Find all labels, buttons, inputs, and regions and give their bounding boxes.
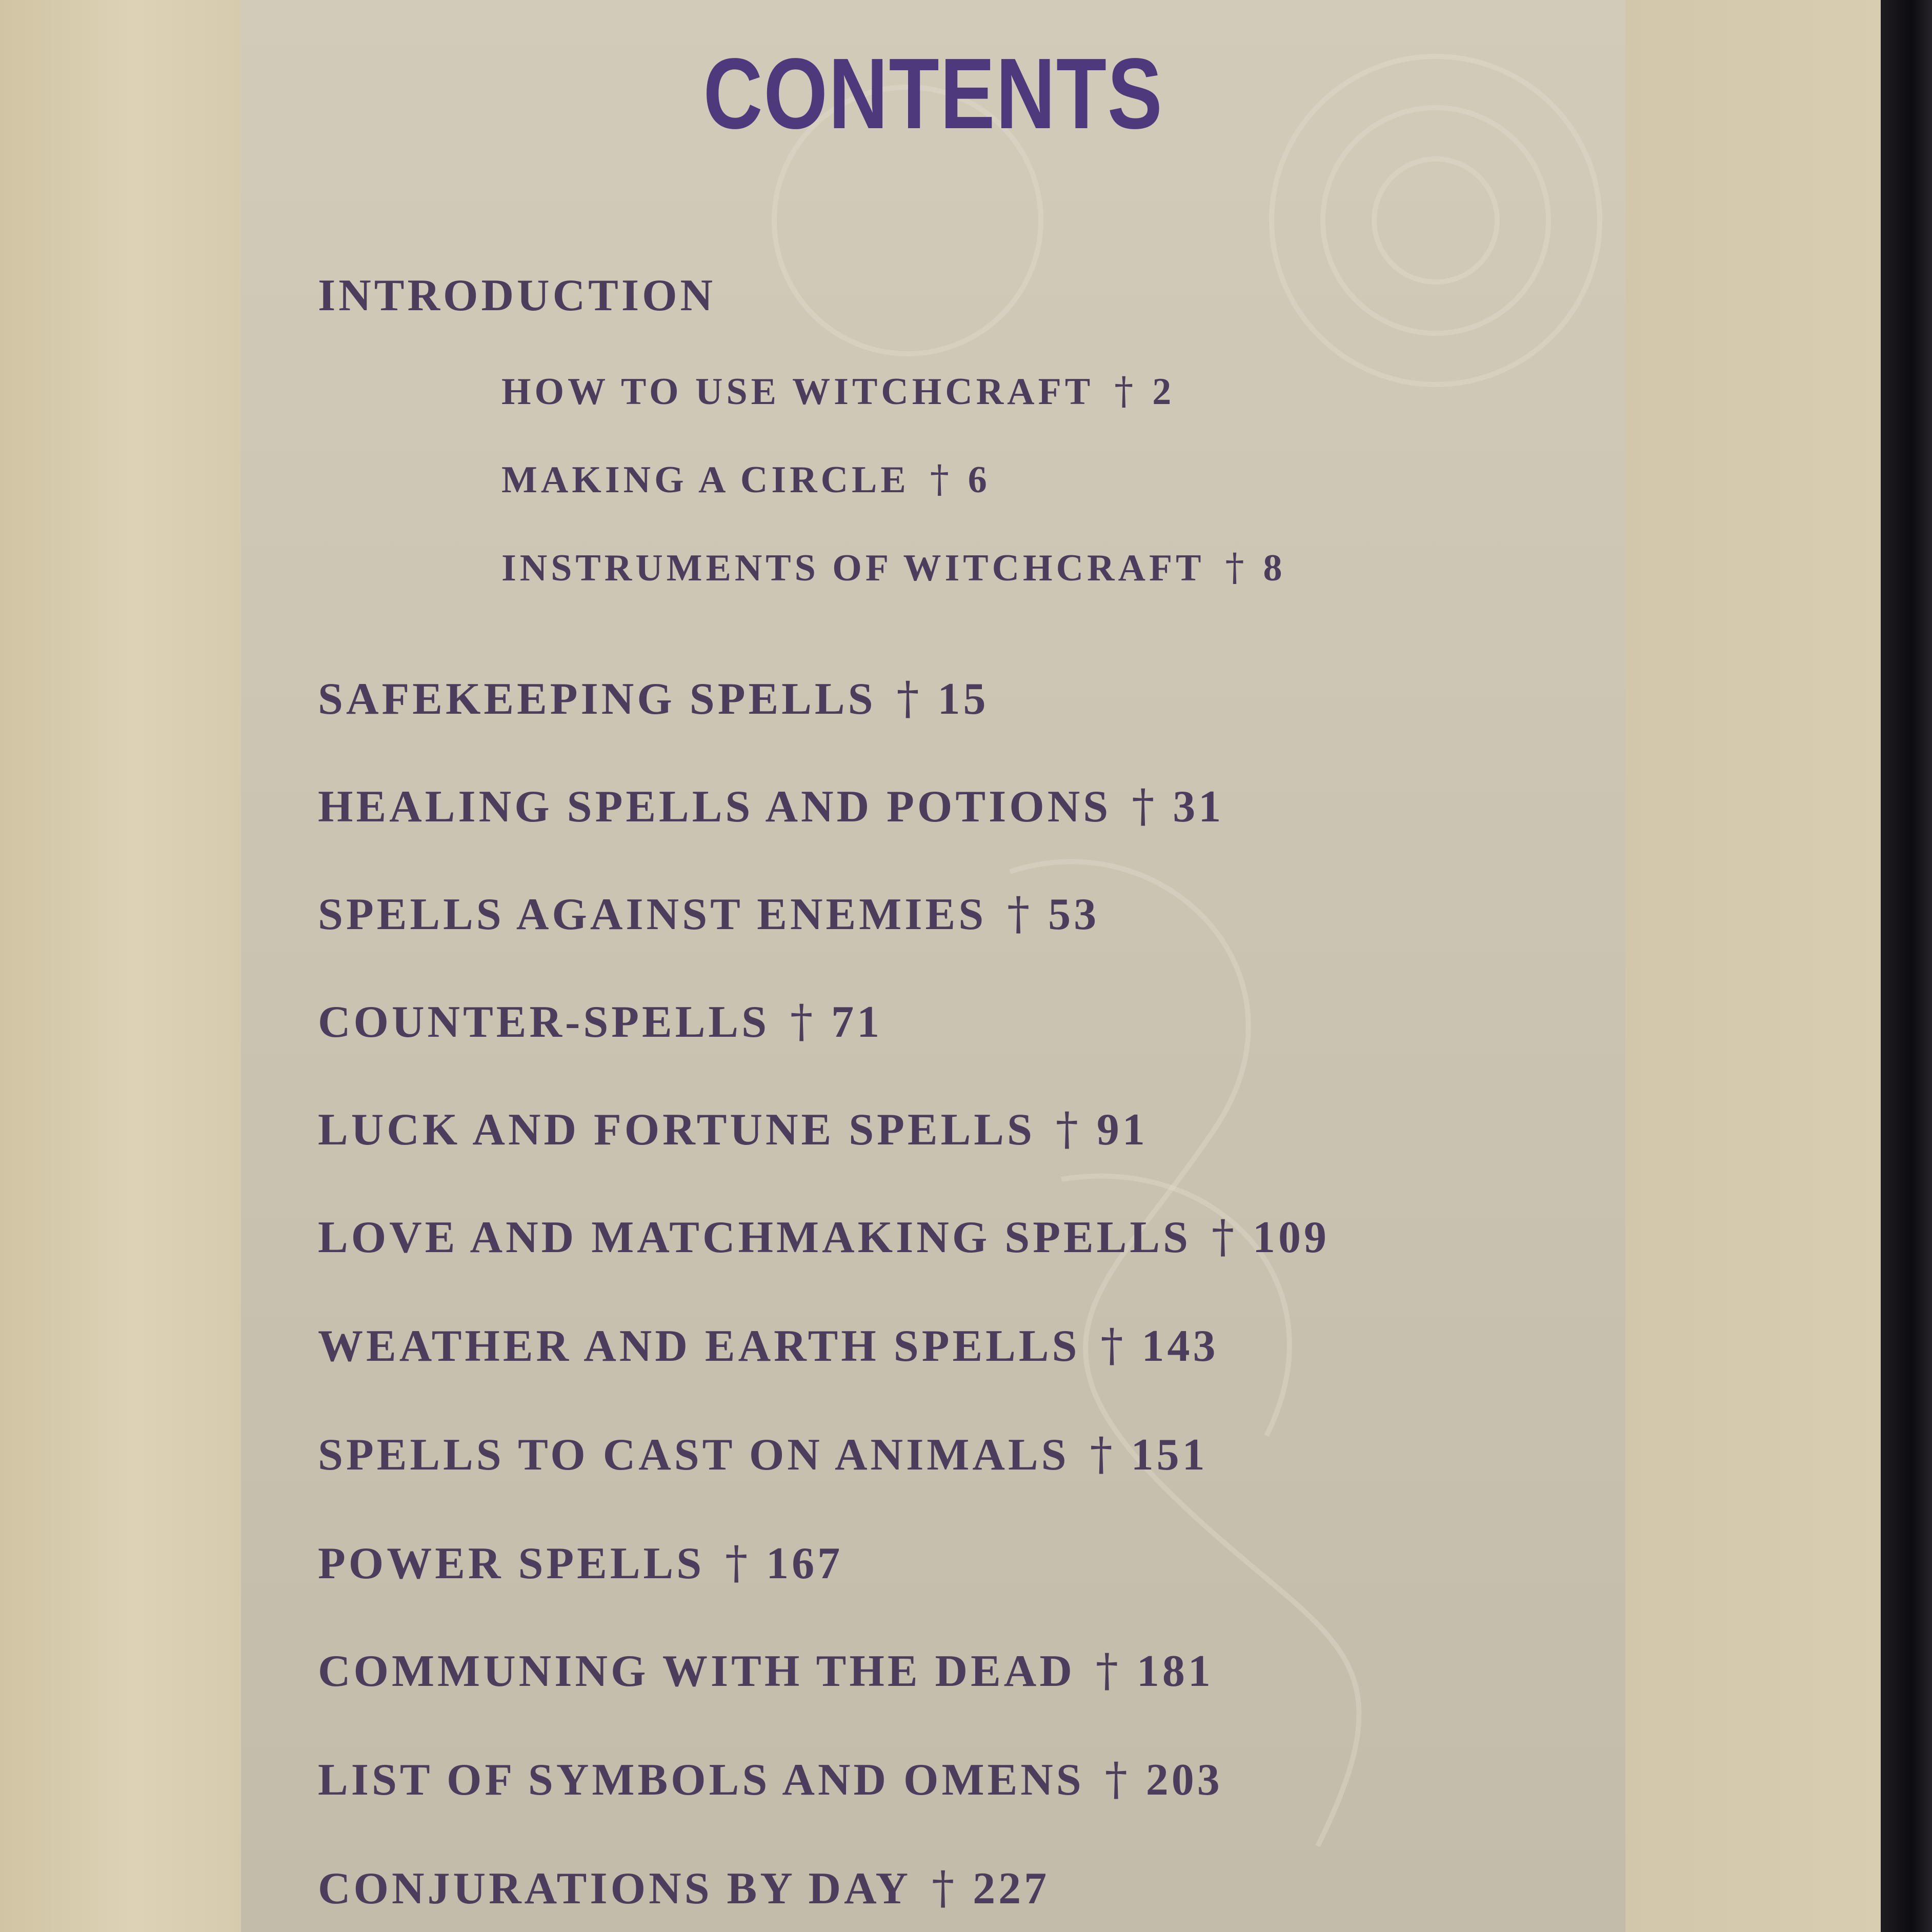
toc-page-number: 2 [1152, 371, 1175, 413]
toc-page-number: 109 [1253, 1213, 1330, 1262]
dagger-icon: † [1095, 1644, 1121, 1697]
dagger-icon: † [725, 1536, 751, 1589]
dagger-icon: † [790, 995, 816, 1048]
dagger-icon: † [1132, 779, 1158, 832]
toc-page-number: 143 [1141, 1321, 1219, 1371]
toc-page-number: 8 [1263, 547, 1286, 589]
toc-entry-making-a-circle [501, 457, 991, 502]
left-page-margin [0, 0, 241, 1932]
toc-entry-label: HEALING SPELLS AND POTIONS [318, 782, 1112, 832]
toc-entry-label: SAFEKEEPING SPELLS [318, 674, 876, 724]
toc-entry-label: INTRODUCTION [318, 271, 716, 320]
toc-entry-conjurations-by-day [318, 1861, 1050, 1915]
dagger-icon: † [932, 1861, 958, 1914]
book-cover-edge [1881, 0, 1932, 1932]
toc-entry-communing-with-the-dead [318, 1644, 1214, 1697]
toc-entry-counter-spells [318, 995, 882, 1048]
toc-entry-label: LIST OF SYMBOLS AND OMENS [318, 1755, 1084, 1805]
toc-entry-luck-and-fortune-spells [318, 1102, 1148, 1156]
toc-entry-healing-spells [318, 779, 1224, 833]
toc-entry-label: LUCK AND FORTUNE SPELLS [318, 1105, 1035, 1155]
toc-page-number: 6 [968, 459, 991, 501]
toc-entry-safekeeping-spells [318, 672, 989, 725]
toc-entry-label: COMMUNING WITH THE DEAD [318, 1646, 1075, 1696]
toc-entry-label: SPELLS AGAINST ENEMIES [318, 890, 987, 939]
toc-entry-introduction [318, 270, 716, 321]
dagger-icon: † [1104, 1753, 1131, 1805]
toc-page-number: 181 [1136, 1646, 1214, 1696]
toc-entry-instruments-of-witchcraft [501, 546, 1286, 590]
toc-entry-label: MAKING A CIRCLE [501, 459, 910, 501]
dagger-icon: † [930, 457, 953, 501]
toc-page-number: 71 [831, 997, 883, 1047]
toc-page-number: 53 [1048, 890, 1100, 939]
toc-entry-how-to-use-witchcraft [501, 369, 1175, 414]
toc-page-number: 227 [973, 1864, 1050, 1914]
toc-entry-power-spells [318, 1536, 843, 1589]
toc-page-number: 91 [1096, 1105, 1148, 1155]
dagger-icon: † [896, 672, 922, 724]
toc-entry-weather-and-earth-spells [318, 1319, 1218, 1372]
toc-entry-label: LOVE AND MATCHMAKING SPELLS [318, 1213, 1191, 1262]
toc-entry-love-and-matchmaking-spells [318, 1210, 1330, 1263]
toc-entry-label: CONJURATIONS BY DAY [318, 1864, 912, 1914]
toc-entry-label: COUNTER-SPELLS [318, 997, 770, 1047]
dagger-icon: † [1100, 1319, 1126, 1372]
toc-entry-label: POWER SPELLS [318, 1539, 705, 1588]
dagger-icon: † [1055, 1102, 1081, 1155]
toc-entry-list-of-symbols-and-omens [318, 1753, 1223, 1806]
dagger-icon: † [1007, 887, 1033, 940]
toc-entry-label: WEATHER AND EARTH SPELLS [318, 1321, 1080, 1371]
toc-page-number: 31 [1173, 782, 1224, 832]
toc-page-number: 15 [937, 674, 989, 724]
toc-entry-label: INSTRUMENTS OF WITCHCRAFT [501, 547, 1205, 589]
toc-entry-label: SPELLS TO CAST ON ANIMALS [318, 1430, 1070, 1480]
contents-title: CONTENTS [703, 37, 1163, 150]
dagger-icon: † [1212, 1210, 1237, 1263]
dagger-icon: † [1225, 546, 1248, 590]
toc-page-number: 167 [766, 1539, 843, 1588]
toc-page-number: 203 [1145, 1755, 1223, 1805]
toc-entry-spells-to-cast-on-animals [318, 1427, 1208, 1481]
dagger-icon: † [1090, 1427, 1116, 1480]
dagger-icon: † [1114, 369, 1137, 413]
toc-page-number: 151 [1131, 1430, 1208, 1480]
right-page-margin [1625, 0, 1882, 1932]
toc-entry-label: HOW TO USE WITCHCRAFT [501, 371, 1094, 413]
toc-entry-spells-against-enemies [318, 887, 1099, 940]
